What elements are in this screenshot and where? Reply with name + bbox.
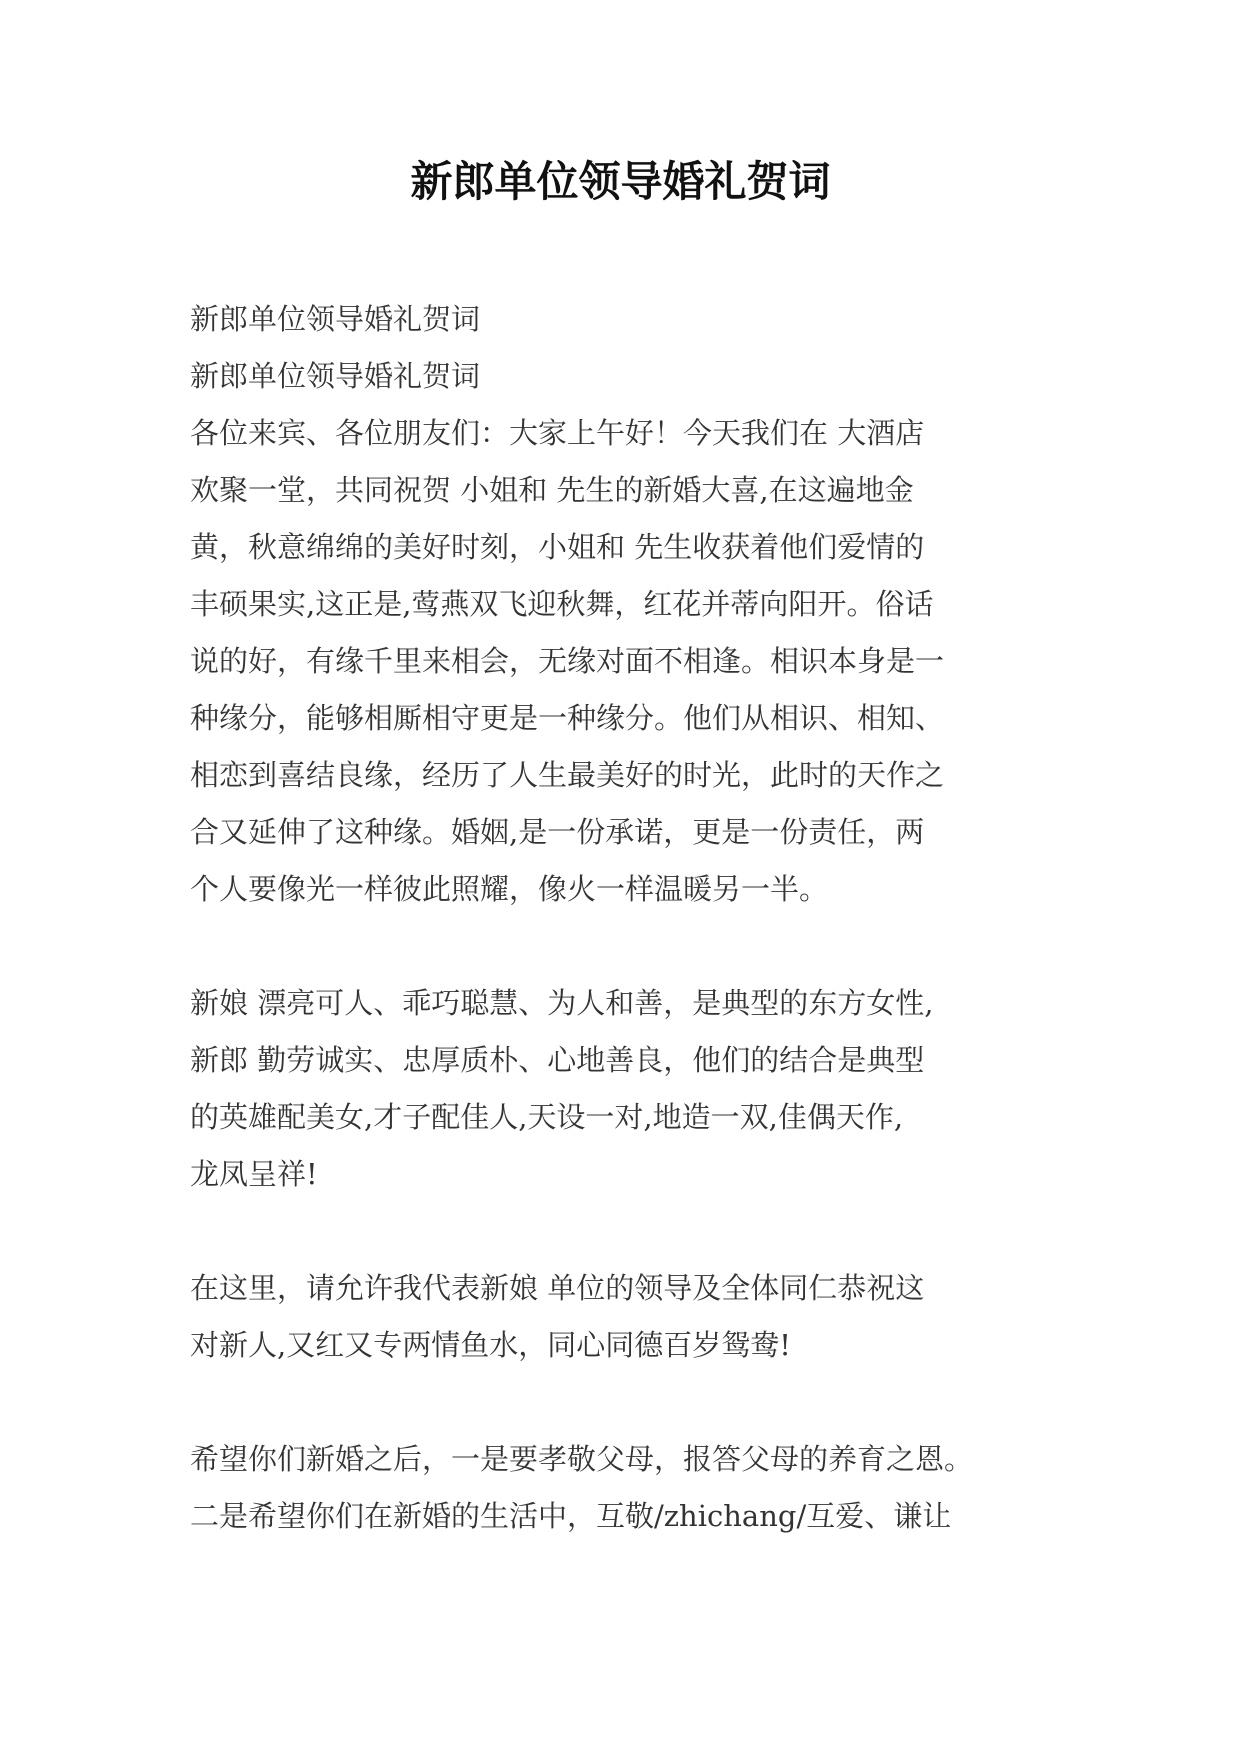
body-line: 龙凤呈祥! [190, 1157, 318, 1191]
body-line: 丰硕果实,这正是,莺燕双飞迎秋舞，红花并蒂向阳开。俗话 [190, 587, 934, 621]
document-title: 新郎单位领导婚礼贺词 [410, 157, 831, 206]
body-line: 种缘分，能够相厮相守更是一种缘分。他们从相识、相知、 [190, 701, 945, 735]
body-line: 新郎单位领导婚礼贺词 [190, 359, 481, 393]
body-line: 新郎单位领导婚礼贺词 [190, 302, 481, 336]
body-line: 黄，秋意绵绵的美好时刻，小姐和 先生收获着他们爱情的 [190, 530, 925, 564]
body-line: 二是希望你们在新婚的生活中，互敬/zhichang/互爱、谦让 [190, 1499, 952, 1533]
body-line: 合又延伸了这种缘。婚姻,是一份承诺，更是一份责任，两 [190, 815, 925, 849]
paragraph-gap [190, 918, 1070, 975]
paragraph-gap [190, 1374, 1070, 1431]
body-line: 相恋到喜结良缘，经历了人生最美好的时光，此时的天作之 [190, 758, 945, 792]
body-line: 的英雄配美女,才子配佳人,天设一对,地造一双,佳偶天作, [190, 1100, 904, 1134]
paragraph-gap [190, 1203, 1070, 1260]
body-line: 各位来宾、各位朋友们：大家上午好！今天我们在 大酒店 [190, 416, 925, 450]
body-line: 新娘 漂亮可人、乖巧聪慧、为人和善，是典型的东方女性, [190, 986, 934, 1020]
body-line: 说的好，有缘千里来相会，无缘对面不相逢。相识本身是一 [190, 644, 945, 678]
body-line: 新郎 勤劳诚实、忠厚质朴、心地善良，他们的结合是典型 [190, 1043, 925, 1077]
body-line: 希望你们新婚之后，一是要孝敬父母，报答父母的养育之恩。 [190, 1442, 974, 1476]
document-body [190, 291, 1070, 1545]
body-line: 个人要像光一样彼此照耀，像火一样温暖另一半。 [190, 872, 829, 906]
body-line: 欢聚一堂，共同祝贺 小姐和 先生的新婚大喜,在这遍地金 [190, 473, 914, 507]
body-line: 对新人,又红又专两情鱼水，同心同德百岁鸳鸯! [190, 1328, 791, 1362]
body-line: 在这里，请允许我代表新娘 单位的领导及全体同仁恭祝这 [190, 1271, 925, 1305]
